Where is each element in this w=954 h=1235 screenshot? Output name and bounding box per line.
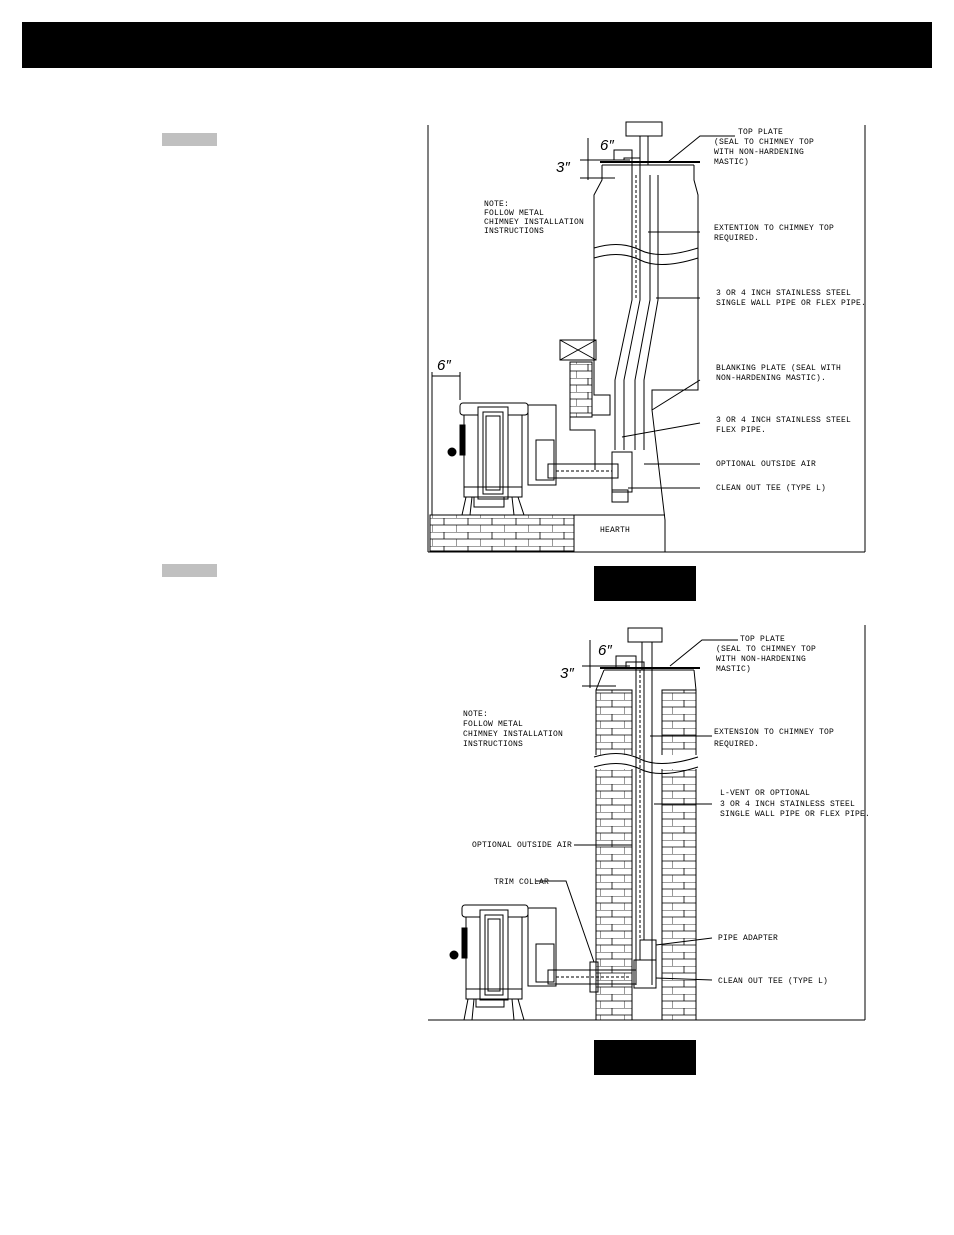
d1-blanking-1: NON-HARDENING MASTIC). [716, 374, 827, 383]
dim-3-2: 3″ [560, 665, 575, 682]
chimney-right-wall [652, 165, 698, 552]
d1-note-2: CHIMNEY INSTALLATION [484, 218, 585, 227]
d1-top-plate-2: WITH NON-HARDENING [714, 148, 805, 157]
dim-6-side-1: 6″ [437, 357, 452, 374]
d2-top-plate-1: (SEAL TO CHIMNEY TOP [716, 645, 817, 654]
d2-top-plate-0: TOP PLATE [740, 635, 786, 644]
d1-flex-1: FLEX PIPE. [716, 426, 767, 435]
diagram-2 [428, 625, 865, 1020]
rain-cap [626, 122, 662, 136]
d2-extension-1: REQUIRED. [714, 740, 760, 749]
d1-steel-pipe-1: SINGLE WALL PIPE OR FLEX PIPE. [716, 299, 867, 308]
pipe-adapter [640, 940, 656, 960]
d1-note-3: INSTRUCTIONS [484, 227, 545, 236]
d2-pipe-adapter: PIPE ADAPTER [718, 934, 779, 943]
d1-extension-0: EXTENTION TO CHIMNEY TOP [714, 224, 835, 233]
d1-flex-0: 3 OR 4 INCH STAINLESS STEEL [716, 416, 852, 425]
d1-extension-1: REQUIRED. [714, 234, 760, 243]
d2-lvent-2: SINGLE WALL PIPE OR FLEX PIPE. [720, 810, 871, 819]
break-line-1b [594, 254, 698, 264]
break-line-1a [594, 244, 698, 254]
d2-outside-air: OPTIONAL OUTSIDE AIR [472, 841, 573, 850]
d2-note-0: NOTE: [463, 710, 489, 719]
vent-pipe-left [614, 150, 632, 450]
d2-note-2: CHIMNEY INSTALLATION [463, 730, 564, 739]
d1-note-1: FOLLOW METAL [484, 209, 545, 218]
clean-out-tee-1 [612, 452, 632, 492]
d2-top-plate-2: WITH NON-HARDENING [716, 655, 807, 664]
clean-out-tee-2 [634, 960, 656, 988]
pellet-stove-1 [448, 403, 556, 515]
d1-clean-out: CLEAN OUT TEE (TYPE L) [716, 484, 827, 493]
d2-lvent-1: 3 OR 4 INCH STAINLESS STEEL [720, 800, 856, 809]
d2-clean-out: CLEAN OUT TEE (TYPE L) [718, 977, 829, 986]
dim-3-1: 3″ [556, 159, 571, 176]
d1-blanking-0: BLANKING PLATE (SEAL WITH [716, 364, 842, 373]
chimney-left-wall [570, 165, 610, 470]
d1-top-plate-0: TOP PLATE [738, 128, 784, 137]
d2-top-plate-3: MASTIC) [716, 665, 752, 674]
d1-top-plate-1: (SEAL TO CHIMNEY TOP [714, 138, 815, 147]
d1-steel-pipe-0: 3 OR 4 INCH STAINLESS STEEL [716, 289, 852, 298]
d2-extension-0: EXTENSION TO CHIMNEY TOP [714, 728, 835, 737]
d2-lvent-0: L-VENT OR OPTIONAL [720, 789, 811, 798]
d2-trim-collar: TRIM COLLAR [494, 878, 550, 887]
d2-note-1: FOLLOW METAL [463, 720, 524, 729]
chimney-brick-stub [570, 362, 592, 417]
d1-top-plate-3: MASTIC) [714, 158, 750, 167]
pellet-stove-2 [450, 905, 556, 1020]
dim-6-top-1: 6″ [600, 137, 615, 154]
d1-note-0: NOTE: [484, 200, 510, 209]
flex-pipe-outer2 [644, 175, 658, 450]
d1-outside-air: OPTIONAL OUTSIDE AIR [716, 460, 817, 469]
dim-6-top-2: 6″ [598, 642, 613, 659]
rain-cap-2 [628, 628, 662, 642]
d2-note-3: INSTRUCTIONS [463, 740, 524, 749]
chimney-brick-right [662, 690, 696, 1020]
d1-hearth: HEARTH [600, 526, 631, 535]
hearth-brick [430, 515, 574, 551]
